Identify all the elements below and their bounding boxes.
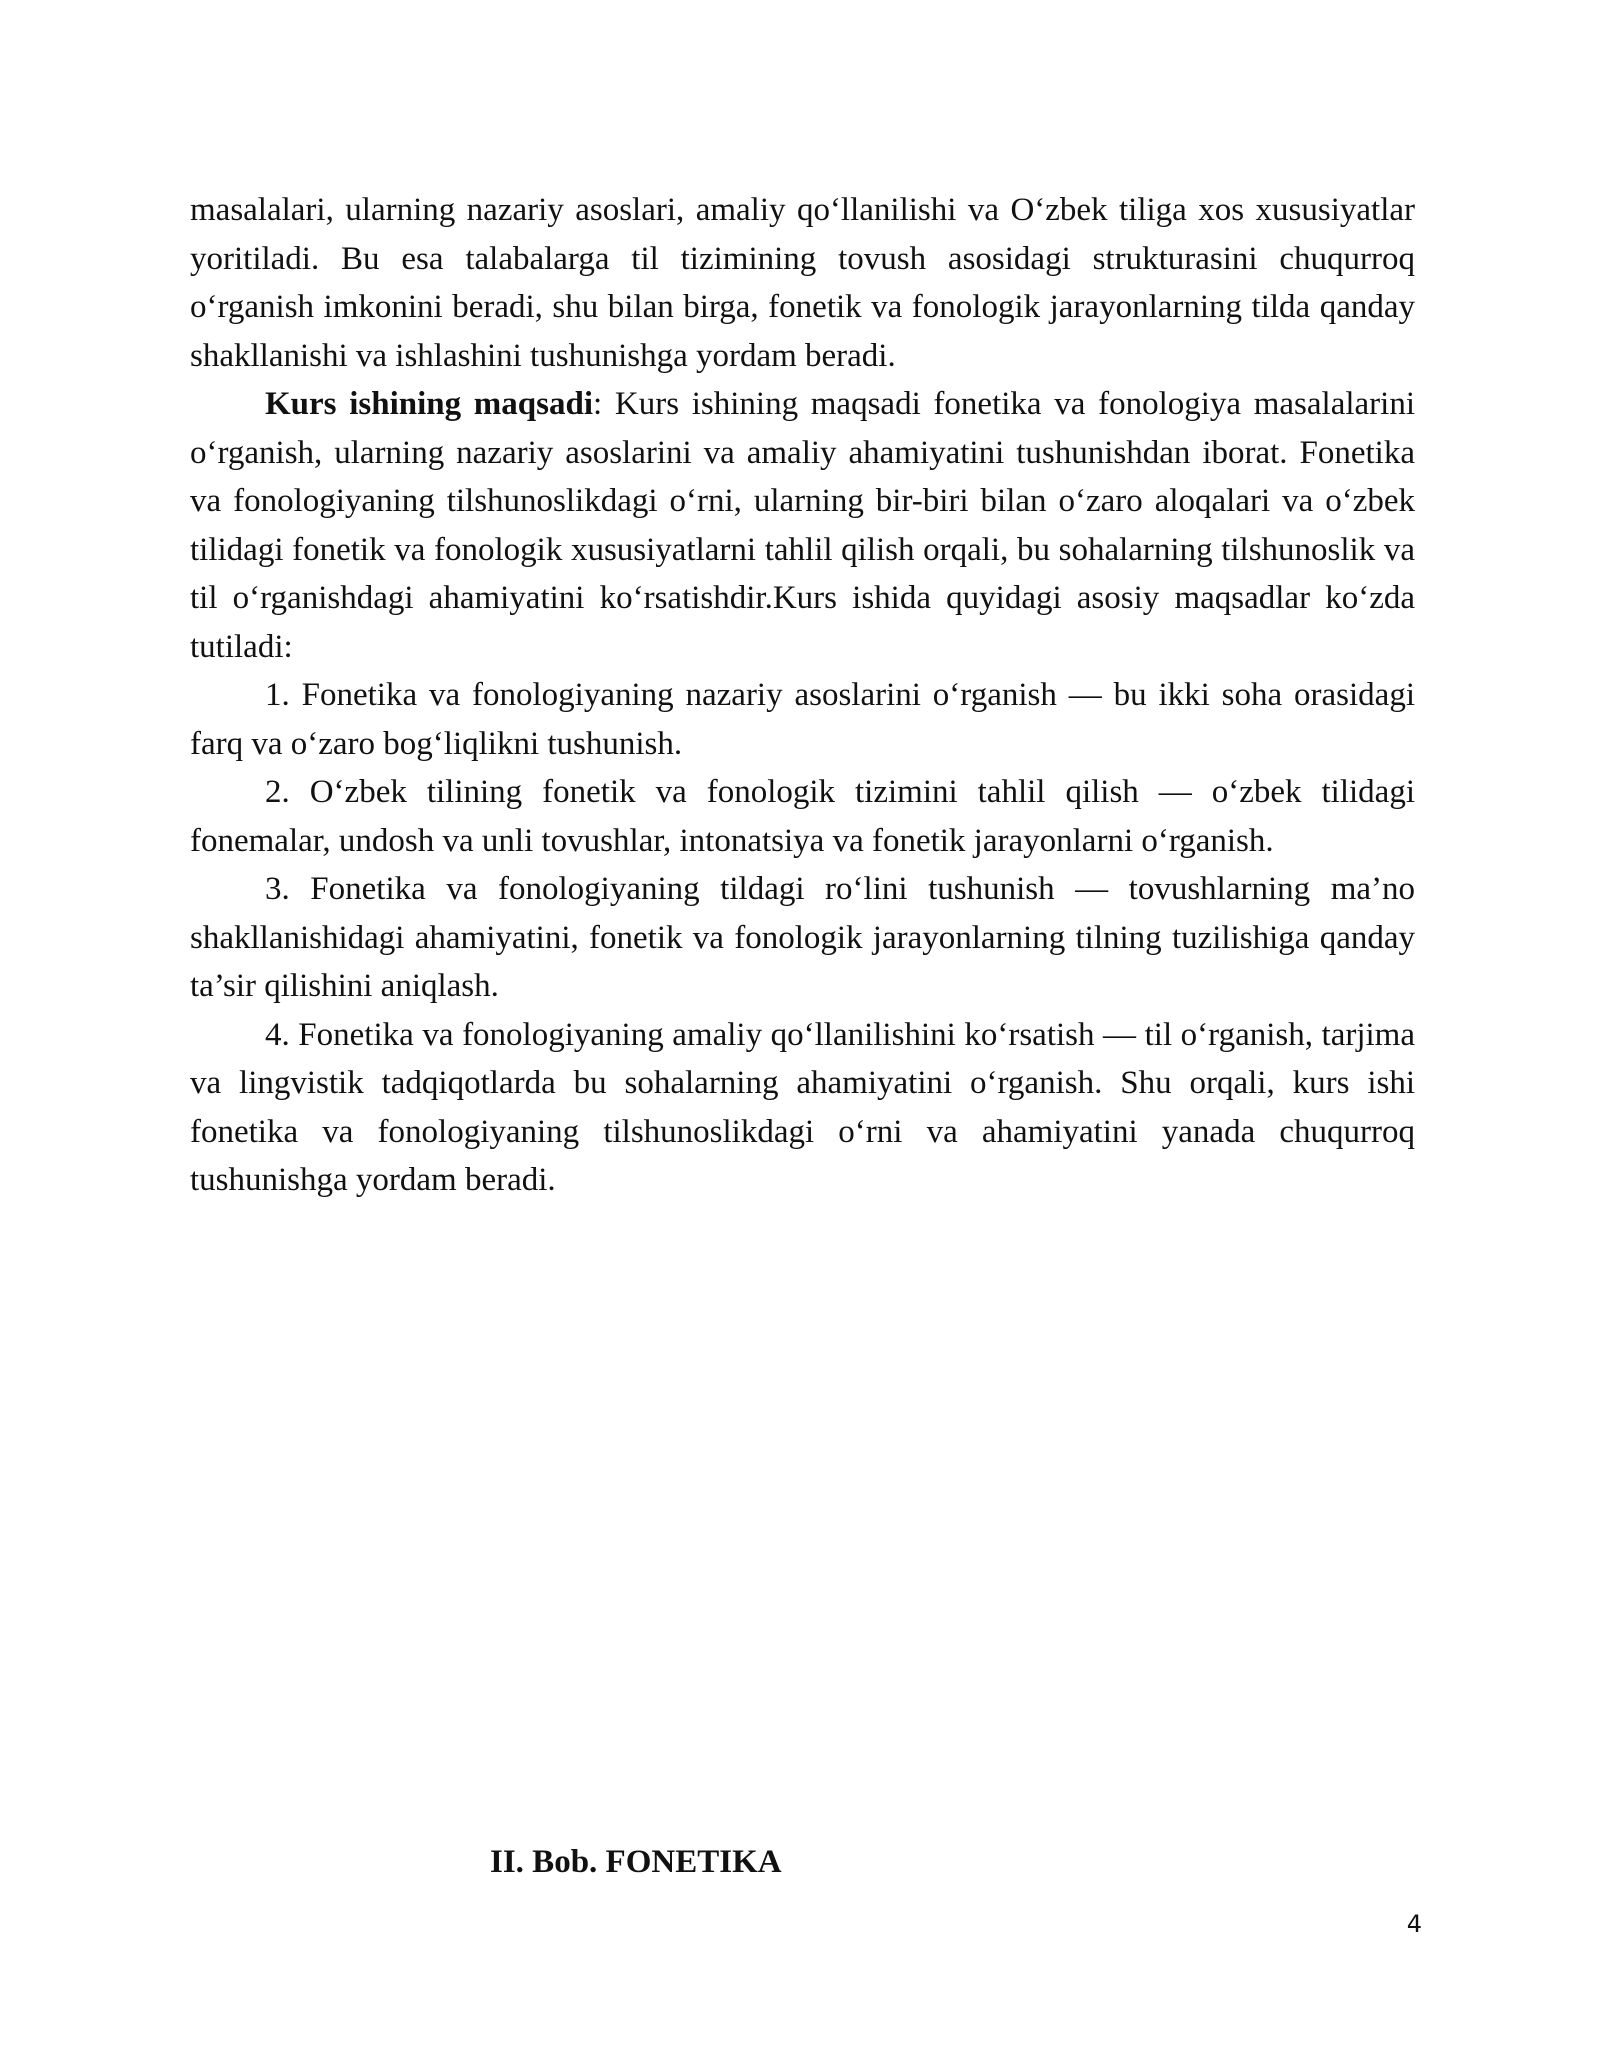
chapter-heading: II. Bob. FONETIKA (490, 1844, 782, 1880)
goal-item-3: 3. Fonetika va fonologiyaning tildagi ro‘lini tushunish — tovushlarning ma’no shakllanishidagi ahamiyatini, fonetik va fonologik jarayonlarning tilning tuzilishiga qanday ta’sir qilishini aniqlash. (190, 871, 1415, 1004)
goal-text: Kurs ishining maqsadi fonetika va fonologiya masalalarini o‘rganish, ularning nazariy asoslarini va amaliy ahamiyatini tushunishdan iborat. Fonetika va fonologiyaning tilshunoslikdagi o‘rni, ularning bir-biri bilan o‘zaro aloqalari va o‘zbek tilidagi fonetik va fonologik xususiyatlarni tahlil qilish orqali, bu sohalarning tilshunoslik va til o‘rganishdagi ahamiyatini ko‘rsatishdir.Kurs ishida quyidagi asosiy maqsadlar ko‘zda tutiladi: (190, 386, 1415, 665)
goal-item-1: 1. Fonetika va fonologiyaning nazariy asoslarini o‘rganish — bu ikki soha orasidagi farq va o‘zaro bog‘liqlikni tushunish. (190, 677, 1415, 762)
goal-item-4: 4. Fonetika va fonologiyaning amaliy qo‘llanilishini ko‘rsatish — til o‘rganish, tarjima va lingvistik tadqiqotlarda bu sohalarning ahamiyatini o‘rganish. Shu orqali, kurs ishi fonetika va fonologiyaning tilshunoslikdagi o‘rni va ahamiyatini yanada chuqurroq tushunishga yordam beradi. (190, 1016, 1415, 1198)
goal-item-2: 2. O‘zbek tilining fonetik va fonologik tizimini tahlil qilish — o‘zbek tilidagi fonemalar, undosh va unli tovushlar, intonatsiya va fonetik jarayonlarni o‘rganish. (190, 774, 1415, 859)
goal-label: Kurs ishining maqsadi (265, 386, 594, 422)
page-number: 4 (1406, 1910, 1422, 1938)
goal-paragraph (190, 380, 1415, 671)
body-text (190, 186, 1415, 1205)
intro-paragraph: masalalari, ularning nazariy asoslari, amaliy qo‘llanilishi va O‘zbek tiliga xos xususiyatlar yoritiladi. Bu esa talabalarga til tizimining tovush asosidagi strukturasini chuqurroq o‘rganish imkonini beradi, shu bilan birga, fonetik va fonologik jarayonlarning tilda qanday shakllanishi va ishlashini tushunishga yordam beradi. (190, 192, 1415, 374)
goal-separator: : (593, 386, 603, 422)
